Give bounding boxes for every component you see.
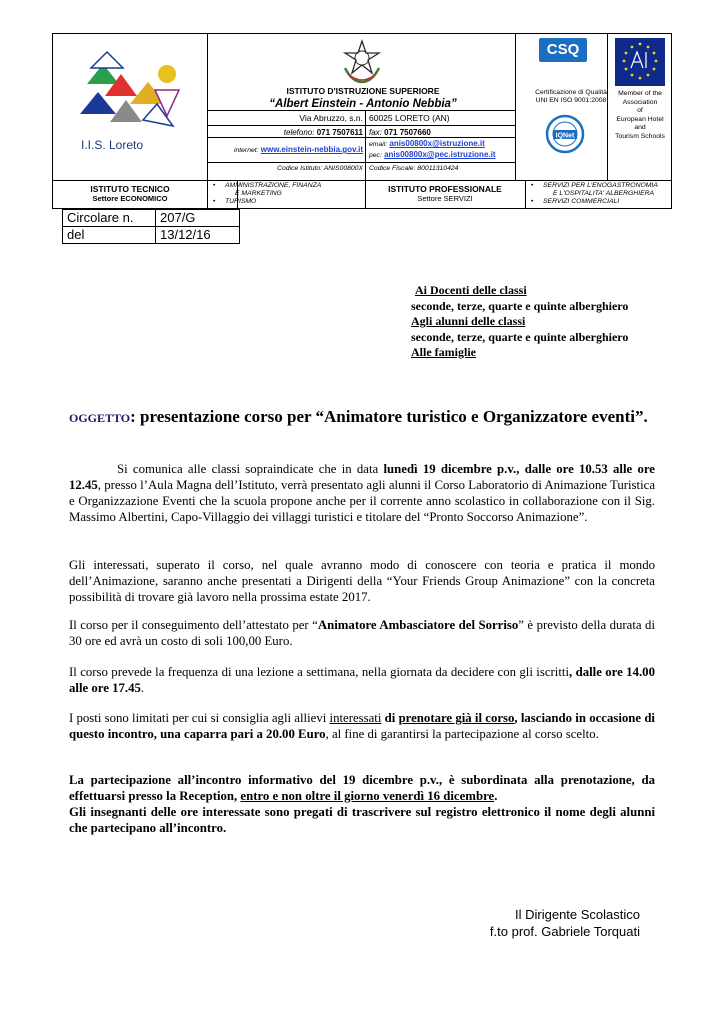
recipient-students-classes: seconde, terze, quarte e quinte alberghiero: [411, 329, 629, 344]
recipient-teachers: Ai Docenti delle classi: [415, 283, 527, 297]
school-logo: [53, 34, 207, 180]
recipient-families: Alle famiglie: [411, 345, 476, 359]
fiscal-code: Codice Fiscale: 80011310424: [369, 165, 459, 172]
institute-name: “Albert Einstein - Antonio Nebbia”: [269, 98, 457, 110]
paragraph-7: Gli insegnanti delle ore interessate sono pregati di trascrivere sul registro elettronico il nome degli alunni che partecipano all’incontro.: [69, 805, 655, 835]
circular-number: 207/G: [156, 210, 240, 227]
signature-block: [455, 906, 640, 940]
list-item: • SERVIZI COMMERCIALI: [531, 198, 620, 205]
fax-line: fax: 071 7507660: [369, 128, 431, 137]
paragraph-6: La partecipazione all’incontro informativo del 19 dicembre p.v., è subordinata alla prenotazione, da effettuarsi presso la Reception, entro e non oltre il giorno venerdì 16 dicembre.: [69, 773, 655, 803]
circular-date: 13/12/16: [156, 227, 240, 244]
paragraph-1: Si comunica alle classi sopraindicate che in data lunedì 19 dicembre p.v., dalle ore 10.53 alle ore 12.45, presso l’Aula Magna dell’Istituto, verrà presentato agli alunni il Corso Laboratorio di Animazione Turistica e Organizzazione Eventi che la scuola propone anche per il corrente anno scolastico in collaborazione con il Sig. Massimo Albertini, Capo-Villaggio dei villaggi turistici e titolare del “Pronto Soccorso Animazione”.: [69, 462, 655, 524]
professional-courses-list: [531, 182, 658, 206]
phone-number: 071 7507611: [316, 128, 363, 137]
institute-code: Codice Istituto: ANIS00800X: [277, 165, 363, 172]
pec-link[interactable]: anis00800x@pec.istruzione.it: [384, 150, 496, 159]
iqnet-logo-icon: [545, 114, 585, 159]
pec-line: pec: anis00800x@pec.istruzione.it: [369, 150, 496, 159]
list-item: • SERVIZI PER L'ENOGASTRONOMIA: [531, 182, 658, 189]
list-item: E MARKETING: [235, 190, 282, 197]
list-item: E L'OSPITALITA' ALBERGHIERA: [553, 190, 655, 197]
address-city: 60025 LORETO (AN): [369, 113, 450, 123]
membership-text: Member of the Association of European Hotel and Tourism Schools: [615, 90, 665, 140]
email-link[interactable]: anis00800x@istruzione.it: [389, 139, 485, 148]
paragraph-5: I posti sono limitati per cui si consiglia agli allievi interessati di prenotare già il corso, lasciando in occasione di questo incontro, una caparra pari a 20.00 Euro, al fine di garantirsi la partecipazione al corso scelto.: [69, 711, 655, 741]
paragraph-3: Il corso per il conseguimento dell’attestato per “Animatore Ambasciatore del Sorriso” è previsto della durata di 30 ore ed avrà un costo di soli 100,00 Euro.: [69, 618, 655, 648]
circular-date-label: del: [63, 227, 156, 244]
paragraph-4: Il corso prevede la frequenza di una lezione a settimana, nella giornata da decidere con gli iscritti, dalle ore 14.00 alle ore 17.45.: [69, 665, 655, 695]
signature-name: f.to prof. Gabriele Torquati: [489, 924, 640, 939]
table-row: [63, 227, 240, 244]
csq-logo-icon: CSQ: [539, 38, 587, 62]
recipient-students: Agli alunni delle classi: [411, 314, 526, 328]
table-row: [63, 210, 240, 227]
website-link[interactable]: www.einstein-nebbia.gov.it: [260, 145, 363, 154]
circular-number-label: Circolare n.: [63, 210, 156, 227]
signature-role: Il Dirigente Scolastico: [515, 907, 640, 922]
iqnet-logo-label: IQNet: [555, 132, 575, 140]
list-item: • TURISMO: [213, 198, 257, 205]
republic-emblem-icon: [340, 38, 384, 89]
website-line: internet: www.einstein-nebbia.gov.it: [233, 145, 363, 154]
circular-info-table: [62, 209, 240, 244]
subject-label: OGGETTO: [69, 411, 131, 425]
recipients-block: [411, 283, 628, 361]
technical-institute: ISTITUTO TECNICO Settore ECONOMICO: [90, 184, 170, 203]
list-item: • AMMINISTRAZIONE, FINANZA: [213, 182, 322, 189]
subject-heading: [69, 406, 649, 429]
email-line: email: anis00800x@istruzione.it: [369, 139, 485, 148]
institute-title: ISTITUTO D'ISTRUZIONE SUPERIORE: [286, 86, 440, 96]
paragraph-2: Gli interessati, superato il corso, nel quale avranno modo di conoscere con teoria e pratica il mondo dell’Animazione, saranno anche presentati a Dirigenti della “Your Friends Group Animazione” con la concreta possibilità di trovare già lavoro nella prossima estate 2017.: [69, 558, 655, 604]
address-street: Via Abruzzo, s.n.: [299, 113, 363, 123]
aeht-logo-icon: [615, 38, 665, 91]
letterhead: [52, 33, 672, 209]
technical-courses-list: [213, 182, 321, 206]
certification-text: Certificazione di Qualità UNI EN ISO 9001:2008: [535, 89, 607, 104]
recipient-teachers-classes: seconde, terze, quarte e quinte alberghiero: [411, 298, 629, 313]
subject-text: : presentazione corso per “Animatore turistico e Organizzatore eventi”.: [130, 407, 648, 426]
fax-number: 071 7507660: [384, 128, 431, 137]
professional-institute: ISTITUTO PROFESSIONALE Settore SERVIZI: [388, 184, 502, 203]
school-logo-label: I.I.S. Loreto: [81, 138, 144, 152]
phone-line: telefono: 071 7507611: [283, 128, 363, 137]
